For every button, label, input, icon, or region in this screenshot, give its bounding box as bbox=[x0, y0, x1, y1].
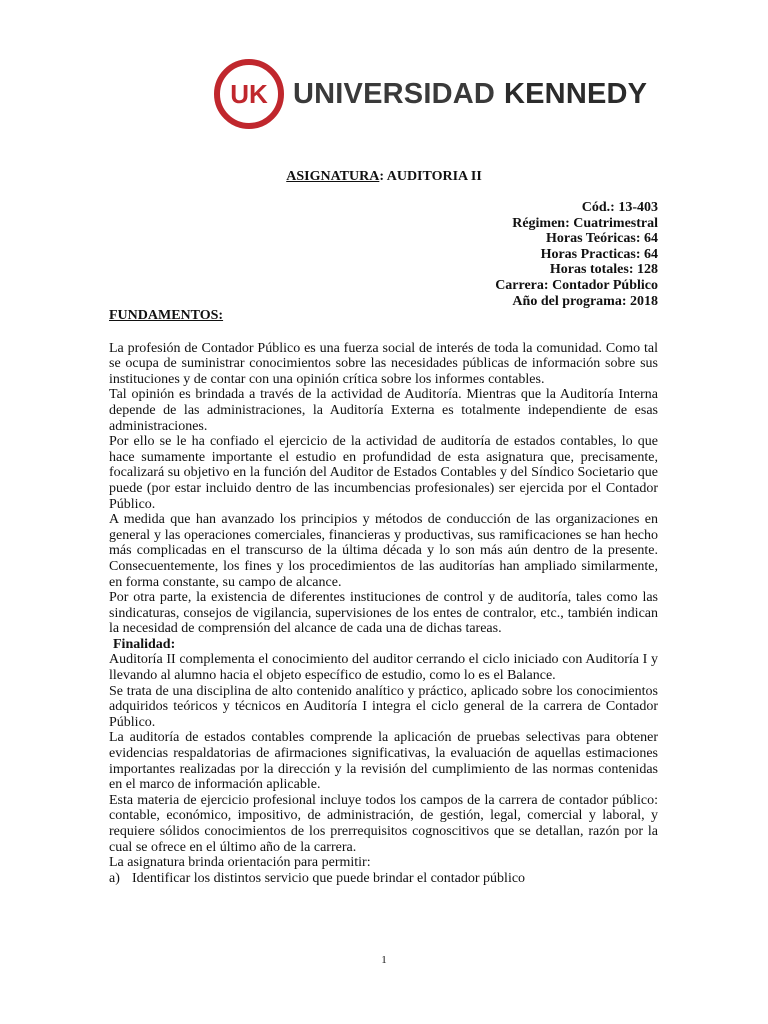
fundamentos-paragraph: Por otra parte, la existencia de diferentes instituciones de control y de auditoría, tales como las sindicaturas, consejos de vigilancia, supervisiones de los entes de contralor, etc., también indican la necesidad de comprensión del alcance de cada una de dichas tareas. bbox=[109, 590, 658, 637]
course-metadata bbox=[495, 200, 658, 309]
meta-line: Horas Teóricas: 64 bbox=[546, 231, 658, 247]
fundamentos-paragraph: A medida que han avanzado los principios y métodos de conducción de las organizaciones en general y las operaciones comerciales, financieras y productivas, sus ramificaciones se han hecho más complicadas en el transcurso de la última década y lo son más aún dentro de la presente. Consecuentemente, los fines y los procedimientos de las auditorías han ampliado similarmente, en forma constante, su campo de alcance. bbox=[109, 512, 658, 590]
meta-line: Año del programa: 2018 bbox=[512, 293, 658, 309]
fundamentos-heading: FUNDAMENTOS: bbox=[109, 308, 224, 323]
finalidad-paragraph: La asignatura brinda orientación para permitir: bbox=[109, 855, 371, 871]
finalidad-heading: Finalidad: bbox=[113, 636, 176, 652]
document-body bbox=[109, 308, 658, 886]
logo-word-universidad: UNIVERSIDAD bbox=[293, 77, 495, 110]
finalidad-paragraph: Esta materia de ejercicio profesional incluye todos los campos de la carrera de contador público: contable, económico, impositivo, de administración, de gestión, legal, comercial y laboral, y requiere sólidos conocimientos de los prerrequisitos cognoscitivos que se detallan, razón por la cual se ofrece en el último año de la carrera. bbox=[109, 792, 658, 855]
meta-line: Cód.: 13-403 bbox=[581, 200, 658, 215]
list-marker: a) bbox=[109, 870, 120, 886]
svg-text:UK: UK bbox=[230, 79, 268, 109]
meta-line: Carrera: Contador Público bbox=[495, 277, 658, 293]
fundamentos-paragraph: Tal opinión es brindada a través de la actividad de Auditoría. Mientras que la Auditoría Interna depende de las administraciones, la Auditoría Externa es totalmente independiente de esas administraciones. bbox=[109, 387, 658, 434]
course-title-separator: : bbox=[379, 169, 387, 184]
fundamentos-section bbox=[109, 341, 658, 637]
finalidad-paragraph: Se trata de una disciplina de alto contenido analítico y práctico, aplicado sobre los conocimientos adquiridos teóricos y técnicos en Auditoría I integra el ciclo general de la carrera de Contador Público. bbox=[109, 683, 658, 730]
meta-line: Régimen: Cuatrimestral bbox=[512, 215, 658, 231]
page-number: 1 bbox=[381, 954, 387, 966]
finalidad-paragraph: Auditoría II complementa el conocimiento del auditor cerrando el ciclo iniciado con Auditoría I y llevando al alumno hacia el objeto específico de estudio, como lo es el Balance. bbox=[109, 652, 658, 684]
course-title-value: AUDITORIA II bbox=[386, 169, 482, 184]
fundamentos-paragraph: Por ello se le ha confiado el ejercicio de la actividad de auditoría de estados contables, lo que hace sumamente importante el estudio en profundidad de esta asignatura que, precisamente, focalizará su objetivo en la función del Auditor de Estados Contables y del Síndico Societario que puede (por estar incluido dentro de las incumbencias profesionales) ser ejercida por el Contador Público. bbox=[109, 434, 658, 512]
course-title bbox=[0, 169, 768, 185]
list-item bbox=[109, 871, 658, 887]
finalidad-section bbox=[109, 652, 658, 870]
university-logo bbox=[213, 58, 647, 130]
finalidad-list bbox=[109, 871, 658, 887]
fundamentos-paragraph: La profesión de Contador Público es una fuerza social de interés de toda la comunidad. Como tal se ocupa de suministrar conocimientos sobre las necesidades públicas de información sobre sus instituciones y de contar con una opinión crítica sobre los informes contables. bbox=[109, 340, 658, 387]
logo-wordmark bbox=[293, 78, 647, 111]
meta-line: Horas totales: 128 bbox=[549, 262, 658, 278]
logo-word-kennedy: KENNEDY bbox=[504, 77, 648, 110]
finalidad-paragraph: La auditoría de estados contables comprende la aplicación de pruebas selectivas para obtener evidencias respaldatorias de afirmaciones significativas, la evaluación de aquellas estimaciones importantes realizadas por la dirección y la revisión del cumplimiento de las normas contenidas en el marco de información aplicable. bbox=[109, 730, 658, 793]
uk-circle-logo-icon bbox=[213, 58, 285, 130]
course-title-label: ASIGNATURA bbox=[286, 169, 380, 184]
meta-line: Horas Practicas: 64 bbox=[540, 246, 658, 262]
list-text: Identificar los distintos servicio que puede brindar el contador público bbox=[132, 870, 526, 886]
